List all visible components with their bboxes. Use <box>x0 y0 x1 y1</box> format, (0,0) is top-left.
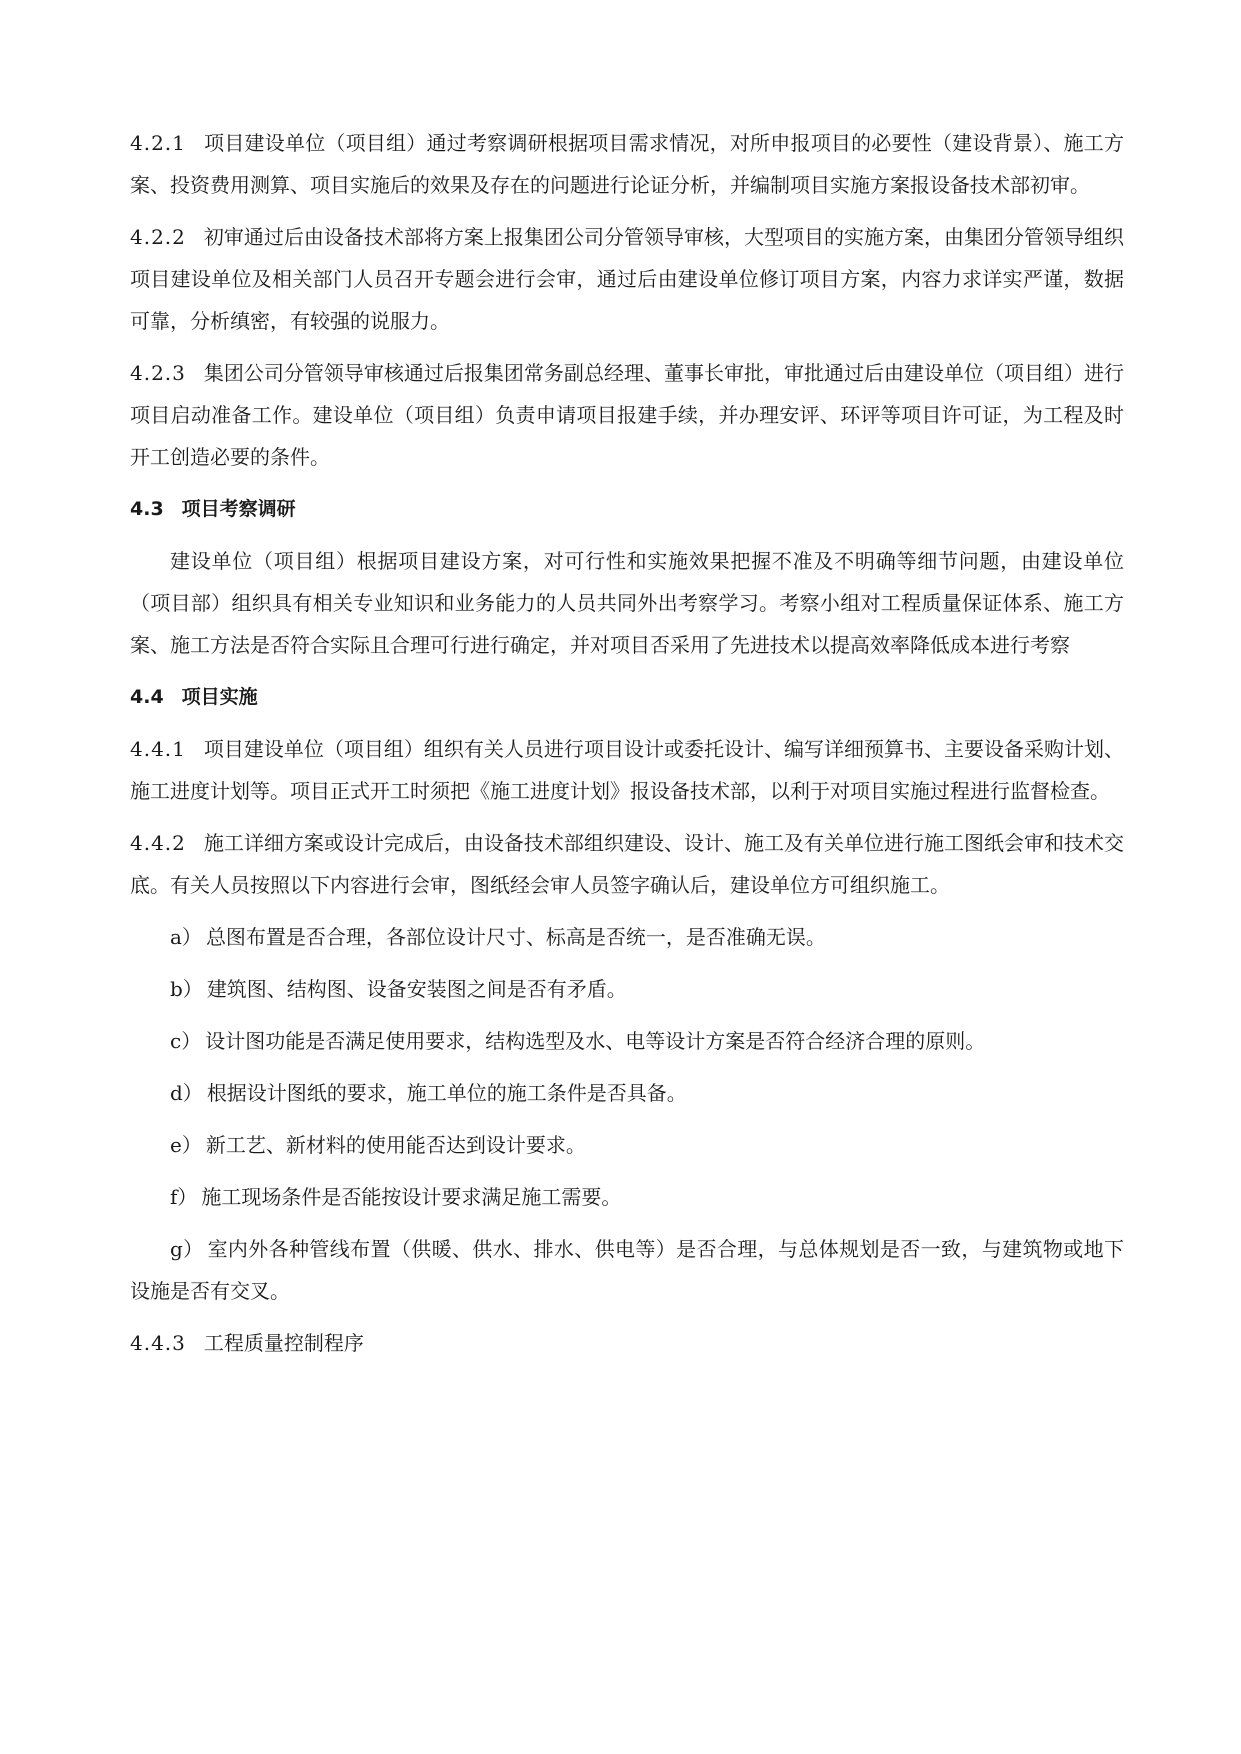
clause-text: 工程质量控制程序 <box>203 1331 364 1355</box>
clause-number: 4.2.2 <box>130 225 186 249</box>
list-text: 室内外各种管线布置（供暖、供水、排水、供电等）是否合理，与总体规划是否一致，与建筑物或地下设施是否有交叉。 <box>130 1237 1125 1303</box>
section-title: 项目实施 <box>181 686 258 708</box>
body-text: 建设单位（项目组）根据项目建设方案，对可行性和实施效果把握不准及不明确等细节问题，由建设单位（项目部）组织具有相关专业知识和业务能力的人员共同外出考察学习。考察小组对工程质量保证体系、施工方案、施工方法是否符合实际且合理可行进行确定，并对项目否采用了先进技术以提高效率降低成本进行考察 <box>130 549 1124 657</box>
section-number: 4.3 <box>130 498 164 520</box>
list-marker: d） <box>170 1081 203 1105</box>
document-page <box>130 122 1124 1374</box>
list-item <box>130 1124 1124 1166</box>
clause-4-2-1 <box>130 122 1124 206</box>
clause-4-2-2 <box>130 216 1124 342</box>
clause-text: 施工详细方案或设计完成后，由设备技术部组织建设、设计、施工及有关单位进行施工图纸会审和技术交底。有关人员按照以下内容进行会审，图纸经会审人员签字确认后，建设单位方可组织施工。 <box>130 831 1124 897</box>
clause-text: 项目建设单位（项目组）通过考察调研根据项目需求情况，对所申报项目的必要性（建设背景）、施工方案、投资费用测算、项目实施后的效果及存在的问题进行论证分析，并编制项目实施方案报设备技术部初审。 <box>130 131 1124 197</box>
clause-number: 4.4.1 <box>130 737 186 761</box>
section-4-3-body <box>130 540 1124 666</box>
list-marker: a） <box>170 925 202 949</box>
clause-4-4-1 <box>130 728 1124 812</box>
clause-4-4-2 <box>130 822 1124 906</box>
list-text: 设计图功能是否满足使用要求，结构选型及水、电等设计方案是否符合经济合理的原则。 <box>205 1029 986 1053</box>
list-marker: g） <box>170 1237 204 1261</box>
clause-4-4-3 <box>130 1322 1124 1364</box>
clause-number: 4.2.1 <box>130 131 186 155</box>
list-text: 总图布置是否合理，各部位设计尺寸、标高是否统一，是否准确无误。 <box>205 925 826 949</box>
clause-text: 集团公司分管领导审核通过后报集团常务副总经理、董事长审批，审批通过后由建设单位（项目组）进行项目启动准备工作。建设单位（项目组）负责申请项目报建手续，并办理安评、环评等项目许可证，为工程及时开工创造必要的条件。 <box>130 361 1124 469</box>
list-item <box>130 1072 1124 1114</box>
list-item <box>130 1176 1124 1218</box>
clause-4-2-3 <box>130 352 1124 478</box>
list-text: 根据设计图纸的要求，施工单位的施工条件是否具备。 <box>206 1081 687 1105</box>
list-item <box>130 1228 1124 1312</box>
section-title: 项目考察调研 <box>181 498 296 520</box>
section-number: 4.4 <box>130 686 164 708</box>
list-marker: b） <box>170 977 203 1001</box>
list-item <box>130 1020 1124 1062</box>
clause-text: 初审通过后由设备技术部将方案上报集团公司分管领导审核，大型项目的实施方案，由集团分管领导组织项目建设单位及相关部门人员召开专题会进行会审，通过后由建设单位修订项目方案，内容力求详实严谨，数据可靠，分析缜密，有较强的说服力。 <box>130 225 1124 333</box>
list-marker: f） <box>170 1185 198 1209</box>
list-text: 建筑图、结构图、设备安装图之间是否有矛盾。 <box>206 977 627 1001</box>
list-text: 新工艺、新材料的使用能否达到设计要求。 <box>205 1133 586 1157</box>
list-item <box>130 916 1124 958</box>
clause-number: 4.2.3 <box>130 361 186 385</box>
section-heading-4-4 <box>130 676 1124 718</box>
clause-number: 4.4.3 <box>130 1331 186 1355</box>
section-heading-4-3 <box>130 488 1124 530</box>
list-marker: e） <box>170 1133 202 1157</box>
list-item <box>130 968 1124 1010</box>
clause-text: 项目建设单位（项目组）组织有关人员进行项目设计或委托设计、编写详细预算书、主要设备采购计划、施工进度计划等。项目正式开工时须把《施工进度计划》报设备技术部，以利于对项目实施过程进行监督检查。 <box>130 737 1124 803</box>
list-text: 施工现场条件是否能按设计要求满足施工需要。 <box>201 1185 622 1209</box>
list-marker: c） <box>170 1029 202 1053</box>
clause-number: 4.4.2 <box>130 831 186 855</box>
